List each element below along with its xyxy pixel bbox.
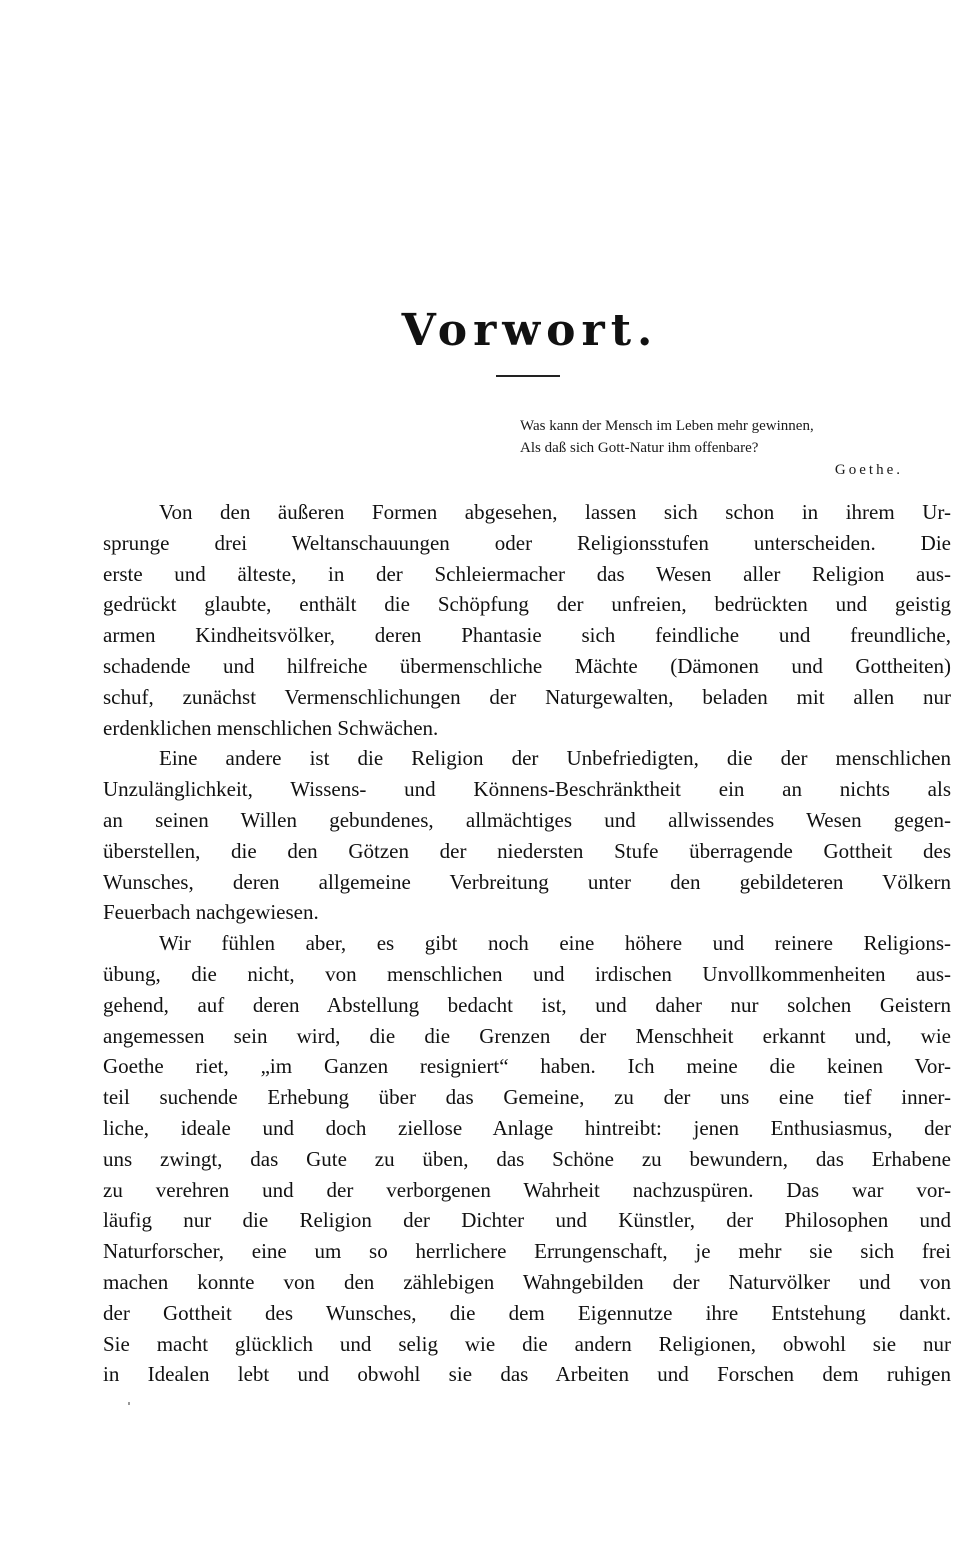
text-line: armen Kindheitsvölker, deren Phantasie sich feindliche und freundliche, bbox=[103, 623, 951, 648]
body-text bbox=[103, 497, 951, 1390]
text-line: uns zwingt, das Gute zu üben, das Schöne zu bewundern, das Erhabene bbox=[103, 1146, 951, 1171]
epigraph bbox=[520, 415, 925, 481]
text-line: sprunge drei Weltanschauungen oder Religionsstufen unterscheiden. Die bbox=[103, 530, 951, 555]
text-line: erste und älteste, in der Schleiermacher das Wesen aller Religion aus- bbox=[103, 561, 951, 586]
text-line: schuf, zunächst Vermenschlichungen der Naturgewalten, beladen mit allen nur bbox=[103, 684, 951, 709]
text-line: angemessen sein wird, die die Grenzen der Menschheit erkannt und, wie bbox=[103, 1023, 951, 1048]
text-line: Goethe riet, „im Ganzen resigniert“ haben. Ich meine die keinen Vor- bbox=[103, 1054, 951, 1079]
epigraph-line: Als daß sich Gott-Natur ihm offenbare? bbox=[520, 440, 759, 456]
epigraph-line: Was kann der Mensch im Leben mehr gewinnen, bbox=[520, 418, 814, 434]
page-title: Vorwort. bbox=[401, 305, 659, 356]
text-line: Unzulänglichkeit, Wissens- und Könnens-Beschränktheit ein an nichts als bbox=[103, 777, 951, 802]
text-line: Sie macht glücklich und selig wie die andern Religionen, obwohl sie nur bbox=[103, 1331, 951, 1356]
text-line: erdenklichen menschlichen Schwächen. bbox=[103, 715, 439, 740]
text-line: machen konnte von den zählebigen Wahngebilden der Naturvölker und von bbox=[103, 1269, 951, 1294]
text-line: zu verehren und der verborgenen Wahrheit nachzuspüren. Das war vor- bbox=[103, 1177, 951, 1202]
print-speck bbox=[128, 1402, 130, 1405]
text-line: liche, ideale und doch ziellose Anlage hintreibt: jenen Enthusiasmus, der bbox=[103, 1115, 951, 1140]
text-line: gehend, auf deren Abstellung bedacht ist, und daher nur solchen Geistern bbox=[103, 992, 951, 1017]
text-line: der Gottheit des Wunsches, die dem Eigennutze ihre Entstehung dankt. bbox=[103, 1300, 951, 1325]
text-line: schadende und hilfreiche übermenschliche Mächte (Dämonen und Gottheiten) bbox=[103, 653, 951, 678]
text-line: teil suchende Erhebung über das Gemeine, zu der uns eine tief inner- bbox=[103, 1085, 951, 1110]
text-line: Wir fühlen aber, es gibt noch eine höhere und reinere Religions- bbox=[159, 931, 951, 956]
text-line: Feuerbach nachgewiesen. bbox=[103, 900, 319, 925]
text-line: übung, die nicht, von menschlichen und irdischen Unvollkommenheiten aus- bbox=[103, 961, 951, 986]
text-line: überstellen, die den Götzen der niedersten Stufe überragende Gottheit des bbox=[103, 838, 951, 863]
text-line: Wunsches, deren allgemeine Verbreitung unter den gebildeteren Völkern bbox=[103, 869, 951, 894]
text-line: Eine andere ist die Religion der Unbefriedigten, die der menschlichen bbox=[159, 746, 951, 771]
text-line: Naturforscher, eine um so herrlichere Errungenschaft, je mehr sie sich frei bbox=[103, 1239, 951, 1264]
text-line: an seinen Willen gebundenes, allmächtiges und allwissendes Wesen gegen- bbox=[103, 807, 951, 832]
text-line: Von den äußeren Formen abgesehen, lassen sich schon in ihrem Ur- bbox=[159, 500, 951, 524]
text-line: gedrückt glaubte, enthält die Schöpfung der unfreien, bedrückten und geistig bbox=[103, 592, 951, 617]
text-line: läufig nur die Religion der Dichter und Künstler, der Philosophen und bbox=[103, 1208, 951, 1233]
epigraph-author: Goethe. bbox=[834, 462, 903, 478]
text-line: in Idealen lebt und obwohl sie das Arbeiten und Forschen dem ruhigen bbox=[103, 1362, 951, 1387]
title-divider bbox=[496, 375, 560, 377]
